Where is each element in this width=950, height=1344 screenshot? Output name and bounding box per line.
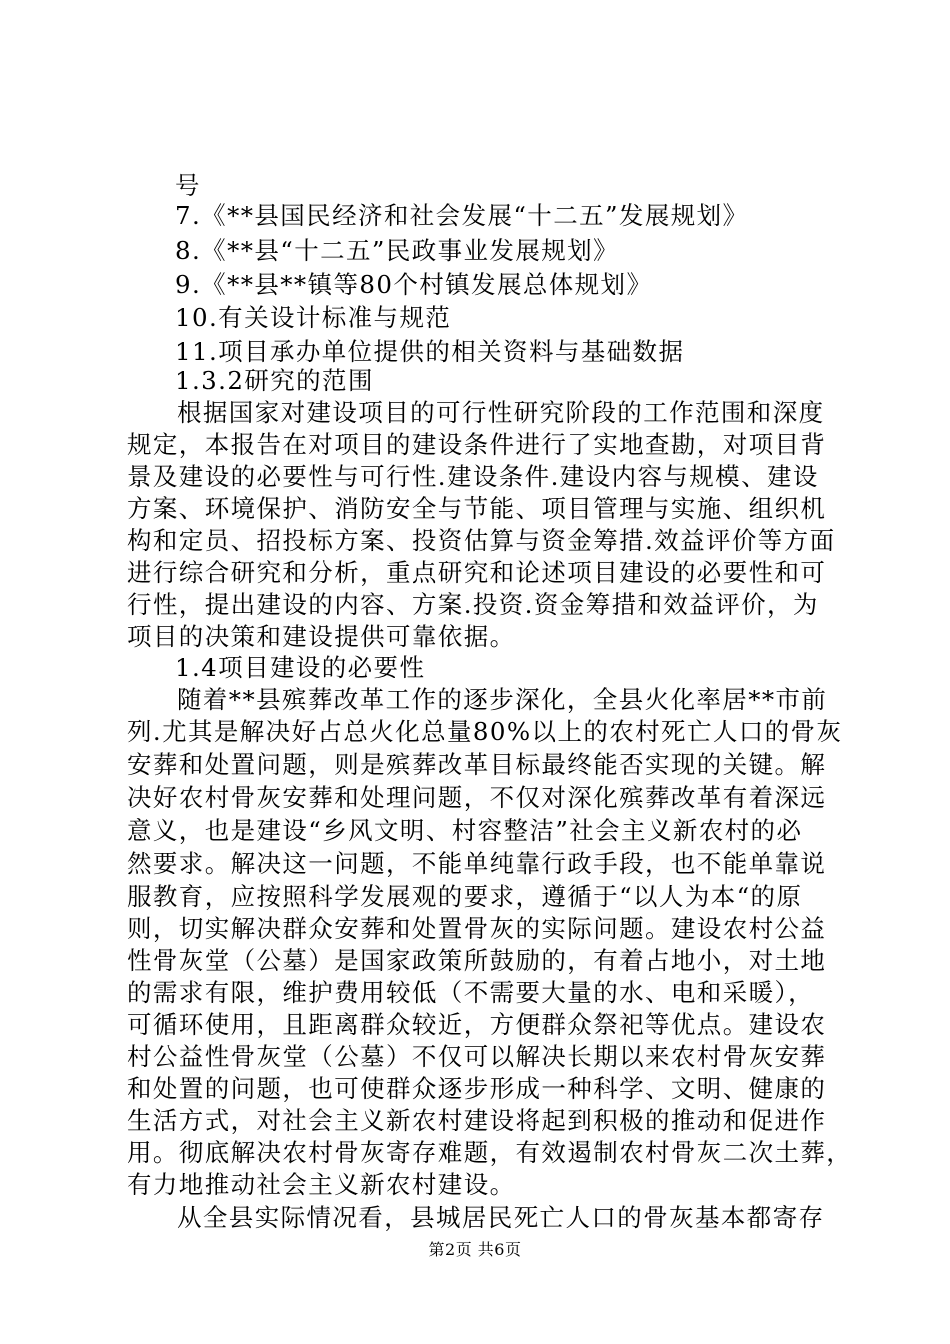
paragraph-line: 用。彻底解决农村骨灰寄存难题，有效遏制农村骨灰二次土葬， (127, 1138, 853, 1167)
paragraph-line: 根据国家对建设项目的可行性研究阶段的工作范围和深度 (177, 398, 825, 427)
paragraph-line: 生活方式，对社会主义新农村建设将起到积极的推动和促进作 (127, 1106, 827, 1135)
reference-item-8: 8.《**县“十二五”民政事业发展规划》 (175, 236, 619, 265)
reference-item-10: 10.有关设计标准与规范 (175, 303, 452, 332)
paragraph-line: 景及建设的必要性与可行性.建设条件.建设内容与规模、建设 (127, 462, 819, 491)
paragraph-line: 服教育，应按照科学发展观的要求，遵循于“以人为本“的原 (127, 882, 803, 911)
paragraph-line: 随着**县殡葬改革工作的逐步深化，全县火化率居**市前 (177, 685, 828, 714)
paragraph-line: 意义，也是建设“乡风文明、村容整洁”社会主义新农村的必 (127, 816, 803, 845)
paragraph-line: 进行综合研究和分析，重点研究和论述项目建设的必要性和可 (127, 558, 827, 587)
reference-item-9: 9.《**县**镇等80个村镇发展总体规划》 (175, 270, 653, 299)
continuation-text: 号 (175, 171, 201, 200)
section-heading-1-3-2: 1.3.2研究的范围 (175, 366, 374, 395)
paragraph-line: 的需求有限，维护费用较低（不需要大量的水、电和采暖）， (127, 978, 815, 1007)
paragraph-line: 可循环使用，且距离群众较近，方便群众祭祀等优点。建设农 (127, 1010, 827, 1039)
paragraph-line: 然要求。解决这一问题，不能单纯靠行政手段，也不能单靠说 (127, 849, 827, 878)
paragraph-line: 项目的决策和建设提供可靠依据。 (127, 622, 516, 651)
reference-item-11: 11.项目承办单位提供的相关资料与基础数据 (175, 337, 685, 366)
paragraph-line: 方案、环境保护、消防安全与节能、项目管理与实施、组织机 (127, 494, 827, 523)
paragraph-line: 列.尤其是解决好占总火化总量80%以上的农村死亡人口的骨灰 (127, 717, 843, 746)
paragraph-line: 从全县实际情况看，县城居民死亡人口的骨灰基本都寄存 (177, 1203, 825, 1232)
paragraph-line: 安葬和处置问题，则是殡葬改革目标最终能否实现的关键。解 (127, 750, 827, 779)
paragraph-line: 决好农村骨灰安葬和处理问题，不仅对深化殡葬改革有着深远 (127, 783, 827, 812)
paragraph-line: 性骨灰堂（公墓）是国家政策所鼓励的，有着占地小，对土地 (127, 946, 827, 975)
paragraph-line: 行性，提出建设的内容、方案.投资.资金筹措和效益评价，为 (127, 590, 819, 619)
page-footer: 第2页 共6页 (428, 1240, 522, 1259)
paragraph-line: 和处置的问题，也可使群众逐步形成一种科学、文明、健康的 (127, 1074, 827, 1103)
reference-item-7: 7.《**县国民经济和社会发展“十二五”发展规划》 (175, 201, 749, 230)
section-heading-1-4: 1.4项目建设的必要性 (175, 653, 426, 682)
paragraph-line: 构和定员、招投标方案、投资估算与资金筹措.效益评价等方面 (127, 526, 836, 555)
paragraph-line: 村公益性骨灰堂（公墓）不仅可以解决长期以来农村骨灰安葬 (127, 1042, 827, 1071)
paragraph-line: 规定，本报告在对项目的建设条件进行了实地查勘，对项目背 (127, 430, 827, 459)
paragraph-line: 有力地推动社会主义新农村建设。 (127, 1170, 516, 1199)
paragraph-line: 则，切实解决群众安葬和处置骨灰的实际问题。建设农村公益 (127, 914, 827, 943)
